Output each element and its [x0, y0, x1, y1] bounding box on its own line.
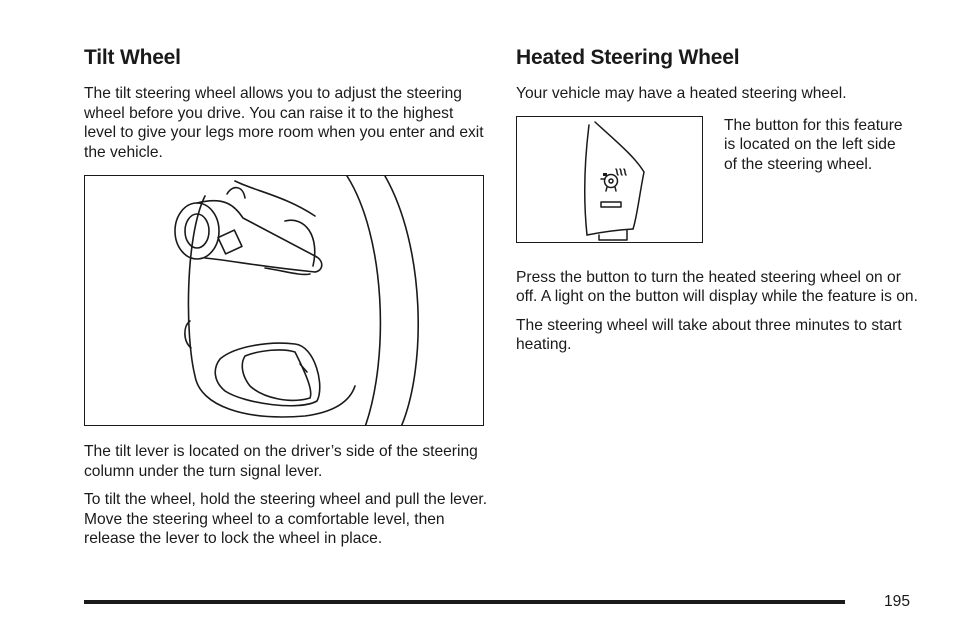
- tilt-lever-illustration: [84, 175, 484, 426]
- tilt-wheel-intro: The tilt steering wheel allows you to adjust the steering wheel before you drive. You can raise it to the highest level to give your legs more room when you enter and exit the vehicle.: [84, 85, 484, 161]
- heated-button-illustration: [516, 116, 703, 243]
- heated-wheel-intro: Your vehicle may have a heated steering wheel.: [516, 85, 847, 102]
- tilt-instructions: To tilt the wheel, hold the steering wheel and pull the lever. Move the steering wheel to a comfortable level, then release the lever to lock the wheel in place.: [84, 491, 488, 547]
- tilt-lever-location: The tilt lever is located on the driver’s side of the steering column under the turn signal lever.: [84, 443, 478, 480]
- tilt-wheel-section: [84, 44, 488, 558]
- heated-wheel-operation: Press the button to turn the heated steering wheel on or off. A light on the button will display while the feature is on.: [516, 268, 918, 305]
- heated-button-figure-row: [516, 116, 920, 243]
- footer-rule: [84, 600, 845, 604]
- tilt-wheel-heading: Tilt Wheel: [84, 46, 181, 69]
- page-number: 195: [884, 593, 911, 610]
- heated-steering-wheel-section: [516, 44, 920, 364]
- heated-button-caption: The button for this feature is located on the left side of the steering wheel.: [724, 116, 903, 173]
- heated-wheel-warmup: The steering wheel will take about three minutes to start heating.: [516, 316, 902, 353]
- heated-wheel-heading: Heated Steering Wheel: [516, 46, 740, 69]
- heated-wheel-icon: [605, 174, 618, 187]
